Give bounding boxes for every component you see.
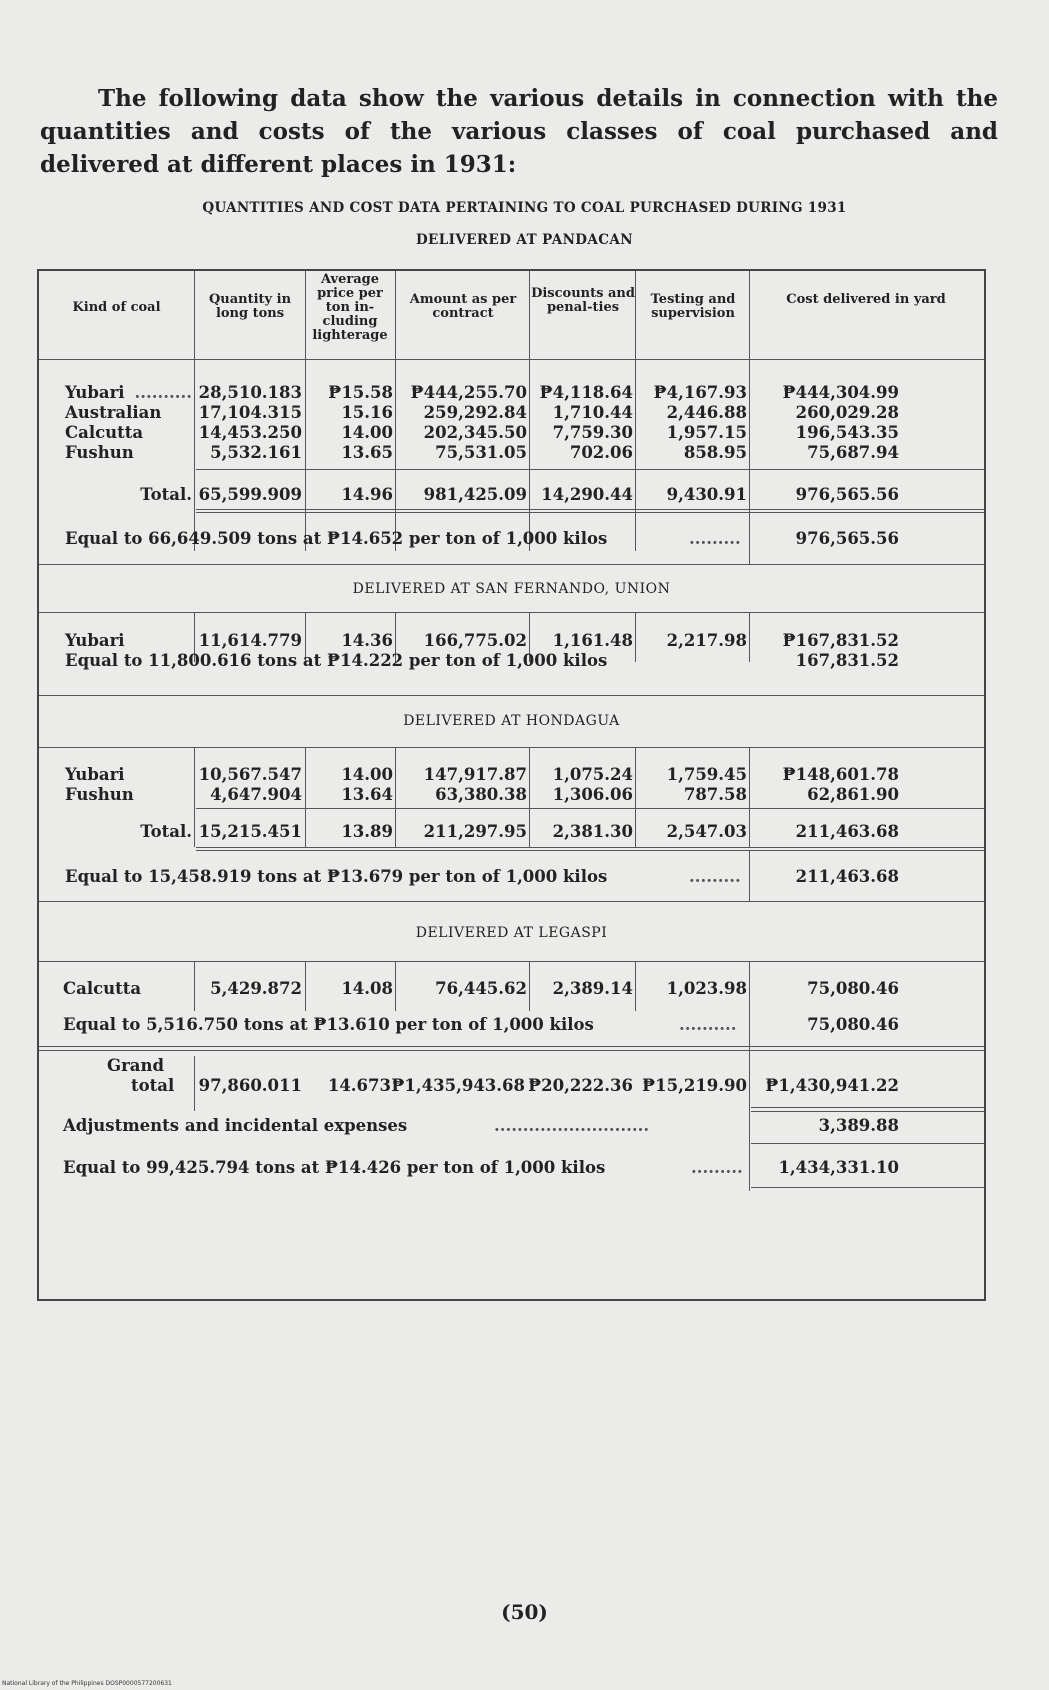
header-cost: Cost delivered in yard [786,292,946,307]
table-cell: 14.36 [341,631,393,650]
section-heading: DELIVERED AT HONDAGUA [403,713,620,729]
table-cell: 17,104.315 [198,403,302,422]
header-discounts: Discounts and penal-ties [531,286,635,315]
table-cell: 787.58 [683,785,747,804]
table-cell: 2,547.03 [666,822,747,841]
header-rule [39,359,984,360]
coal-table: Kind of coal Quantity in long tons Average price per ton in-cluding lighterage Amount as per contract Discounts and penal-ties Testing and supervision Cost delivered in yard Yubari .......... 28,510.183 ₱15.58 ₱444,255.70 ₱4,118.64 ₱4,167.93 ₱444,304.99 Australian 17,104.315 15.16 259,292.84 1,710.44 2,446.88 260,029.28 Calcutta 14,453.250 14.00 202,345.50 7,759.30 1,957.15 196,543.35 Fushun 5,532.161 13.65 75,531.05 702.06 858.95 75,687.94 Total. 65,599.909 14.96 981,425.09 14,290.44 9,430.91 976,565.56 Equal to 66,649.509 tons at ₱14.652 per ton of 1,000 kilos ......... 976,565.56 DELIVERED AT SAN FERNANDO, UNION Yubari 11,614.779 14.36 166,775.02 1,161.48 2,217.98 ₱167,831.52 Equal to 11,800.616 tons at ₱14.222 per ton of 1,000 kilos 167,831.52 DELIVERED AT HONDAGUA Yubari 10,567.547 14.00 147,917.87 1,075.24 1,759.45 ₱148,601.78 Fushun 4,647.904 13.64 63,380.38 1,306.06 787.58 62,861.90 Total. 15,215.451 13.89 211,297.95 2,381.30 2,547.03 211,463.68 Equal to 15,458.919 tons at ₱13.679 per ton of 1,000 kilos ......... 211,463.68 DELIVERED AT LEGASPI Calcutta 5,429.872 14.08 76,445.62 2,389.14 1,023.98 75,080.46 Equal to 5,516.750 tons at ₱13.610 per ton of 1,000 kilos .......... 75,080.46 Grand total 97,860.011 14.673 ₱1,435,943.68 ₱20,222.36 ₱15,219.90 ₱1,430,941.22 Adjustments and incidental expenses ........................... 3,389.88 Equal to 99,425.794 tons at ₱14.426 per ton of 1,000 kilos ......... 1,434,331.10 [37,269,986,1301]
table-cell: Australian [65,403,162,422]
section-heading: DELIVERED AT SAN FERNANDO, UNION [352,581,671,597]
table-cell: 981,425.09 [423,485,527,504]
table-cell: ₱15,219.90 [642,1076,747,1095]
header-kind: Kind of coal [72,300,161,315]
table-cell: 4,647.904 [210,785,302,804]
table-cell: ₱167,831.52 [782,631,899,650]
equal-line: Equal to 5,516.750 tons at ₱13.610 per ton of 1,000 kilos [63,1015,594,1034]
table-cell: ₱1,430,941.22 [765,1076,899,1095]
table-cell: 211,463.68 [795,822,899,841]
grand-label: total [131,1076,175,1095]
table-cell: Fushun [65,443,134,462]
table-cell: 147,917.87 [423,765,527,784]
table-cell: Fushun [65,785,134,804]
table-cell: 65,599.909 [198,485,302,504]
table-cell: 976,565.56 [795,485,899,504]
intro-paragraph: The following data show the various details in connection with the quantities and costs of the various classes of coal purchased and delivered at different places in 1931: [40,85,998,178]
table-cell: 3,389.88 [818,1116,899,1135]
table-cell: Calcutta [63,979,142,998]
table-cell: 28,510.183 [198,383,302,402]
footer-note: National Library of the Philippines DOSP0000577200631 [2,1680,172,1687]
table-cell: 14,290.44 [541,485,633,504]
table-cell: 2,446.88 [666,403,747,422]
table-cell: 14.96 [341,485,393,504]
table-cell: ₱1,435,943.68 [391,1076,525,1095]
table-cell: 1,306.06 [552,785,633,804]
table-cell: ₱4,167.93 [653,383,747,402]
table-cell: Yubari [65,383,125,402]
table-cell: 702.06 [569,443,633,462]
table-cell: 14,453.250 [198,423,302,442]
table-cell: Yubari [65,765,125,784]
table-cell: 5,532.161 [210,443,302,462]
table-cell: 211,463.68 [795,867,899,886]
table-cell: 14.00 [341,765,393,784]
table-cell: 13.89 [341,822,393,841]
table-cell: 259,292.84 [423,403,527,422]
final-equal-line: Equal to 99,425.794 tons at ₱14.426 per ton of 1,000 kilos [63,1158,606,1177]
table-cell: 2,389.14 [552,979,633,998]
header-quantity: Quantity in long tons [208,292,292,321]
table-cell: 1,957.15 [666,423,747,442]
table-cell: 75,080.46 [807,979,899,998]
table-cell: 166,775.02 [423,631,527,650]
table-cell: 63,380.38 [435,785,527,804]
table-cell: 13.65 [341,443,393,462]
table-cell: 9,430.91 [666,485,747,504]
table-cell: 1,023.98 [666,979,747,998]
table-cell: 14.673 [327,1076,391,1095]
table-cell: 14.00 [341,423,393,442]
grand-label: Grand [107,1056,165,1075]
table-cell: 15.16 [341,403,393,422]
table-cell: 260,029.28 [795,403,899,422]
page-number: (50) [501,1600,548,1624]
total-label: Total. [140,485,192,504]
equal-line: Equal to 11,800.616 tons at ₱14.222 per ton of 1,000 kilos [65,651,608,670]
table-cell: ₱444,255.70 [410,383,527,402]
table-cell: Yubari [65,631,125,650]
table-cell: 76,445.62 [435,979,527,998]
table-cell: 97,860.011 [198,1076,302,1095]
table-cell: 5,429.872 [210,979,302,998]
table-title: QUANTITIES AND COST DATA PERTAINING TO COAL PURCHASED DURING 1931 [202,200,847,216]
table-cell: ₱15.58 [328,383,393,402]
table-cell: 10,567.547 [198,765,302,784]
table-cell: 75,687.94 [807,443,899,462]
table-cell: 1,759.45 [666,765,747,784]
table-cell: ₱20,222.36 [528,1076,633,1095]
total-label: Total. [140,822,192,841]
table-cell: 2,381.30 [552,822,633,841]
header-testing: Testing and supervision [650,292,736,321]
equal-line: Equal to 15,458.919 tons at ₱13.679 per ton of 1,000 kilos [65,867,608,886]
table-cell: ₱444,304.99 [782,383,899,402]
table-cell: 2,217.98 [666,631,747,650]
equal-line: Equal to 66,649.509 tons at ₱14.652 per ton of 1,000 kilos [65,529,608,548]
table-cell: 14.08 [341,979,393,998]
table-cell: ₱148,601.78 [782,765,899,784]
table-cell: 7,759.30 [552,423,633,442]
table-cell: ₱4,118.64 [539,383,633,402]
section-heading: DELIVERED AT LEGASPI [415,925,608,941]
table-cell: 976,565.56 [795,529,899,548]
table-cell: 62,861.90 [807,785,899,804]
table-cell: 1,434,331.10 [778,1158,899,1177]
table-cell: 167,831.52 [795,651,899,670]
header-price: Average price per ton in-cluding lighterage [312,272,388,343]
table-cell: 11,614.779 [198,631,302,650]
table-cell: 196,543.35 [795,423,899,442]
table-cell: 202,345.50 [423,423,527,442]
adjustments-label: Adjustments and incidental expenses [63,1116,408,1135]
table-cell: 858.95 [683,443,747,462]
table-subtitle: DELIVERED AT PANDACAN [415,232,634,248]
table-cell: 211,297.95 [423,822,527,841]
table-cell: 1,710.44 [552,403,633,422]
header-amount: Amount as per contract [409,292,517,321]
table-cell: 1,161.48 [552,631,633,650]
table-cell: 15,215.451 [198,822,302,841]
table-cell: 75,531.05 [435,443,527,462]
table-cell: 1,075.24 [552,765,633,784]
table-cell: Calcutta [65,423,144,442]
table-cell: 75,080.46 [807,1015,899,1034]
table-cell: 13.64 [341,785,393,804]
